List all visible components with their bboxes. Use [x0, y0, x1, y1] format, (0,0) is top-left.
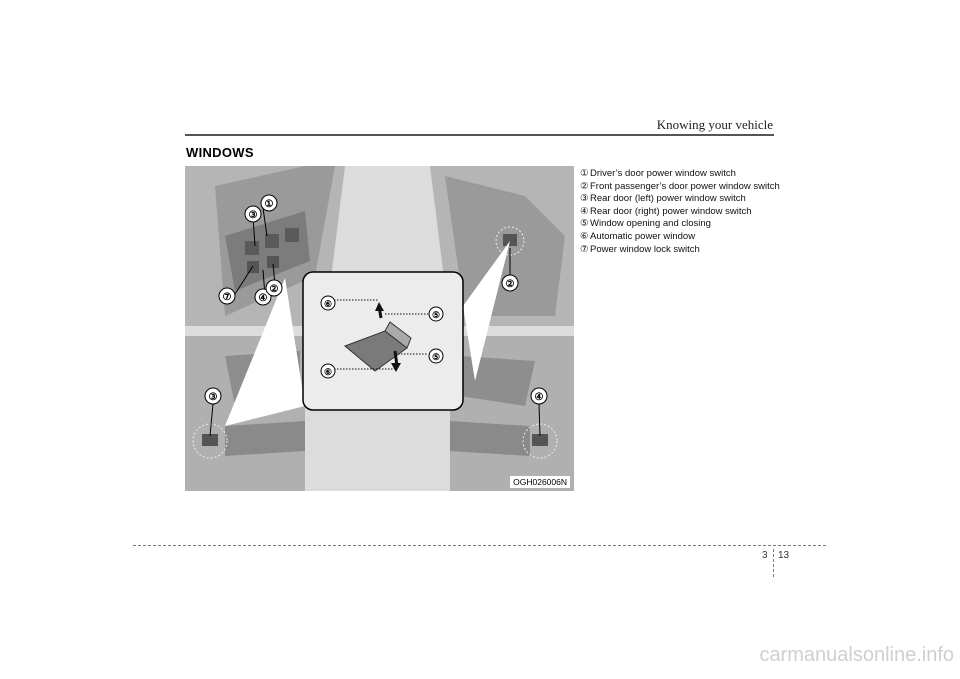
driver-switch-c	[285, 228, 299, 242]
legend-text: Rear door (left) power window switch	[590, 193, 746, 205]
header-rule	[185, 134, 774, 136]
legend-item	[580, 193, 780, 206]
legend-text: Power window lock switch	[590, 243, 700, 255]
page-number: 13	[778, 550, 790, 561]
legend-text: Window opening and closing	[590, 218, 711, 230]
section-title: WINDOWS	[186, 145, 254, 160]
right-rear-armrest	[450, 421, 530, 456]
running-header: Knowing your vehicle	[656, 117, 773, 132]
callout-label: ④	[534, 392, 544, 403]
figure-code: OGH026006N	[510, 476, 570, 488]
legend-list	[580, 168, 780, 256]
driver-switch-a	[245, 241, 259, 255]
legend-number: ②	[580, 180, 589, 192]
callout-label: ③	[208, 392, 218, 403]
legend-number: ①	[580, 168, 589, 179]
chapter-number: 3	[762, 550, 768, 561]
legend-item	[580, 231, 780, 244]
legend-item	[580, 244, 780, 257]
legend-number: ④	[580, 205, 589, 217]
callout-3	[245, 206, 261, 222]
driver-switch-d	[247, 261, 259, 273]
legend-item	[580, 206, 780, 219]
legend-text: Front passenger’s door power window switch	[590, 180, 780, 192]
legend-item	[580, 181, 780, 194]
legend-item	[580, 218, 780, 231]
callout-3-rear	[205, 388, 221, 404]
callout-label: ⑦	[222, 292, 232, 303]
callout-5-bottom	[429, 349, 443, 363]
callout-label: ②	[269, 284, 279, 295]
callout-label: ③	[248, 210, 258, 221]
callout-label: ②	[505, 279, 515, 290]
legend-text: Driver’s door power window switch	[590, 168, 736, 179]
legend-text: Rear door (right) power window switch	[590, 205, 752, 217]
legend-number: ⑦	[580, 243, 589, 255]
callout-label: ⑥	[323, 367, 333, 377]
callout-2	[266, 280, 282, 296]
callout-label: ④	[258, 293, 268, 304]
figure-illustration	[185, 166, 574, 491]
callout-7	[219, 288, 235, 304]
callout-5-top	[429, 307, 443, 321]
page-number-separator	[773, 549, 774, 577]
callout-4-rear	[531, 388, 547, 404]
watermark: carmanualsonline.info	[759, 644, 954, 666]
callout-1	[261, 195, 277, 211]
footer-rule	[133, 545, 826, 546]
callout-6-bottom	[321, 364, 335, 378]
legend-number: ⑥	[580, 230, 589, 242]
callout-label: ⑥	[323, 299, 333, 309]
passenger-switch	[503, 234, 517, 246]
window-switch-figure	[185, 166, 574, 491]
callout-2-right	[502, 275, 518, 291]
legend-text: Automatic power window	[590, 230, 696, 242]
left-rear-armrest	[225, 421, 305, 456]
callout-label: ①	[264, 199, 274, 210]
callout-6-top	[321, 296, 335, 310]
callout-label: ⑤	[431, 352, 441, 362]
legend-number: ⑤	[580, 218, 589, 230]
legend-item	[580, 168, 780, 181]
legend-number: ③	[580, 193, 589, 205]
driver-switch-b	[265, 234, 279, 248]
callout-label: ⑤	[431, 310, 441, 320]
